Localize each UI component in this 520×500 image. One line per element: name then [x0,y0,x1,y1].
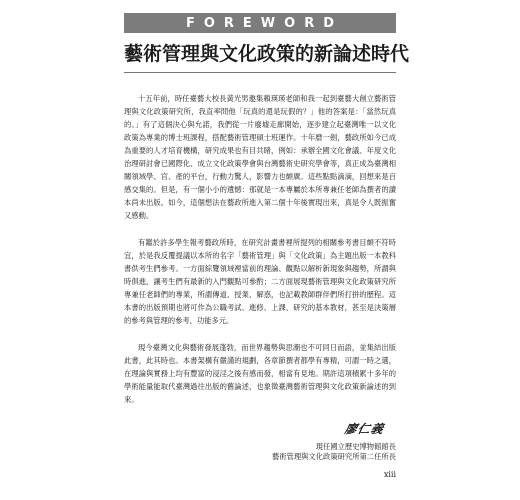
signature-block [124,420,396,440]
paragraph-2: 有鑑於許多學生報考藝政所時，在研究計畫書裡所提列的相關參考書目頗不符時宜，於是我反覆提議以本所的名字「藝術管理」與「文化政策」為主題出版一本教科書供考生們參考。一方面綜覽領域裡當前的理論、觀點以解析新現象與趨勢，所謂與時俱進，讓考生們有最新的入門觀點可參酌；二方面展現藝術管理與文化政策研究所專兼任老師們的專業，所謂傳道、授業、解惑，也記載教師群伴們所打拼的歷程。這本書的出版預期也將可作為公職考試、進修、上課、研究的基本教材，甚至是決策層的參考與管理的參考，功能多元。 [124,238,396,325]
paragraph-3: 現今臺灣文化與藝術發展蓬勃，而世界趨勢與思潮也不可同日而語，並集結出版此書，此其時也。本書架構有嚴謹的規劃，各章節撰者都學有專精，可謂一時之選，在理論與實務上均有豐富的浸淫之後有感而發，相當有見地。期許這項積累十多年的學術能量能取代臺灣過往出版的舊論述，也象徵臺灣藝術管理與文化政策新論述的到來。 [124,343,396,404]
handwritten-signature: 廖仁義 [343,422,386,436]
page-number: xiii [383,470,396,479]
affiliation-line-1: 現任國立歷史博物館館長 [315,442,396,451]
section-banner [124,13,396,33]
title-divider [124,72,396,73]
author-affiliation [124,442,396,462]
banner-text: FOREWORD [185,15,343,31]
paragraph-1: 十五年前，時任臺藝大校長黃光男邀集賴瑛瑛老師和我一起到臺藝大創立藝術管理與文化政策研究所，我直率問他「玩真的還是玩假的？」他的答案是：「當然玩真的。」有了這個決心與允諾，我們從一片廢墟走廊開始，逐步建立起臺灣唯一以文化政策為專業的博士班課程，搭配藝術管理碩士班運作。十年磨一劍，藝政所如今已成為重要的人才培育機構，研究成果也有目共睹，例如：承辦全國文化會議、年度文化治理研討會已國際化、成立文化政策學會與台灣藝術史研究學會等，真正成為臺灣相關領域學、官、產的平台，行動力驚人，影響力也頗廣。這些點點滴滴，回想來是百感交集的。但是，有一個小小的遺憾：那就是一本專屬於本所專兼任老師為撰者的讀本尚未出版。如今，這個想法在藝政所進入第二個十年後實現出來，真是令人既振奮又感動。 [124,94,396,220]
foreword-body [124,92,396,406]
page-title: 藝術管理與文化政策的新論述時代 [124,43,410,65]
affiliation-line-2: 藝術管理與文化政策研究所第二任所長 [271,452,396,461]
